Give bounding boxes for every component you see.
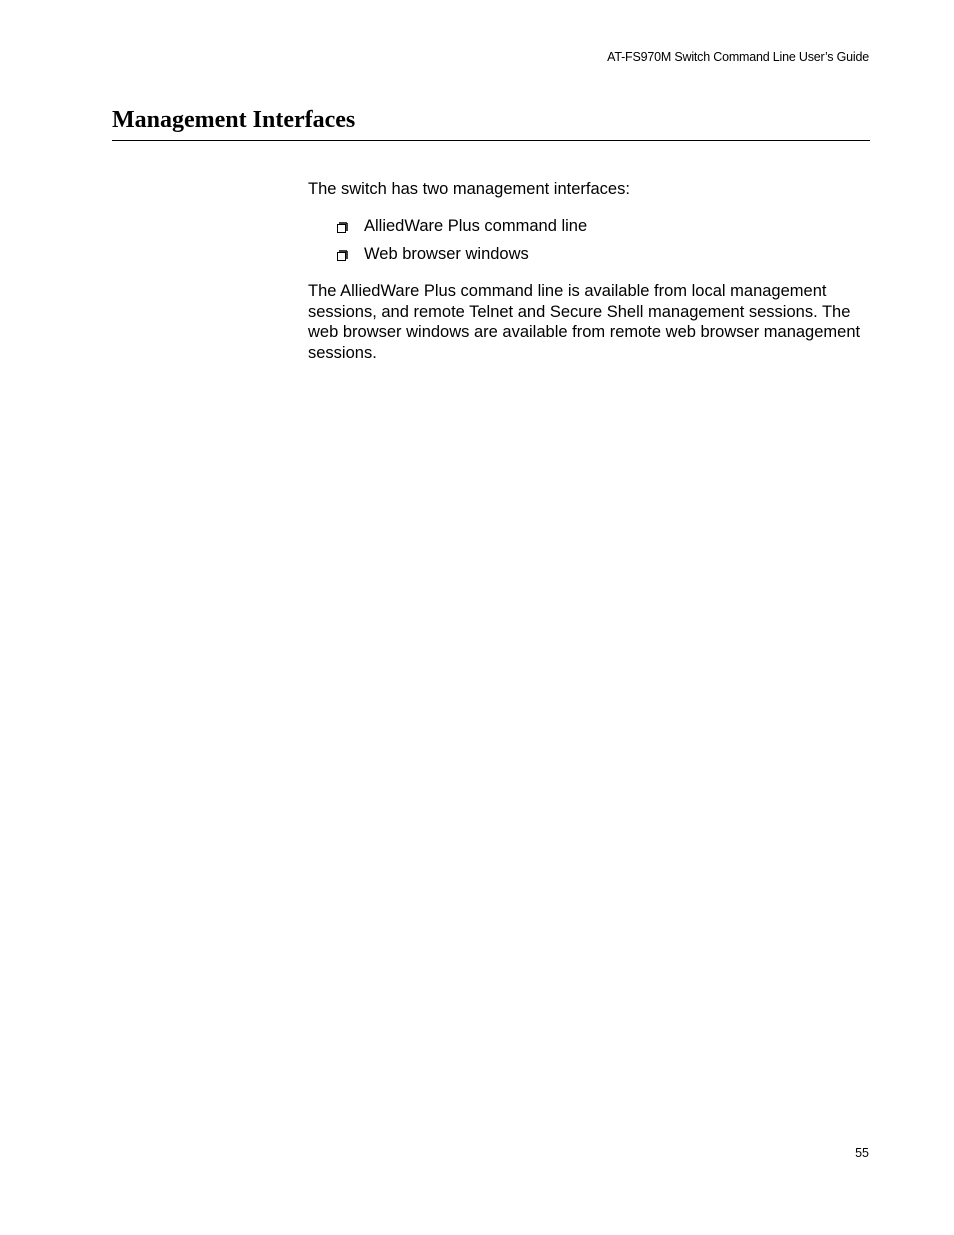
hollow-square-icon (337, 250, 348, 261)
running-header: AT-FS970M Switch Command Line User’s Guide (607, 50, 869, 64)
bullet-list (334, 215, 587, 271)
list-item-label: Web browser windows (364, 245, 529, 263)
section-title: Management Interfaces (112, 107, 356, 133)
list-item-label: AlliedWare Plus command line (364, 217, 588, 235)
intro-paragraph: The switch has two management interfaces: (308, 180, 630, 198)
hollow-square-icon (337, 222, 348, 233)
title-rule (112, 140, 870, 141)
page-number: 55 (855, 1146, 869, 1160)
list-item (334, 243, 587, 271)
description-paragraph: The AlliedWare Plus command line is available from local management sessions, and remote Telnet and Secure Shell management sessions. The web browser windows are available from remote web browser management sessions. (308, 282, 861, 362)
list-item (334, 215, 587, 243)
